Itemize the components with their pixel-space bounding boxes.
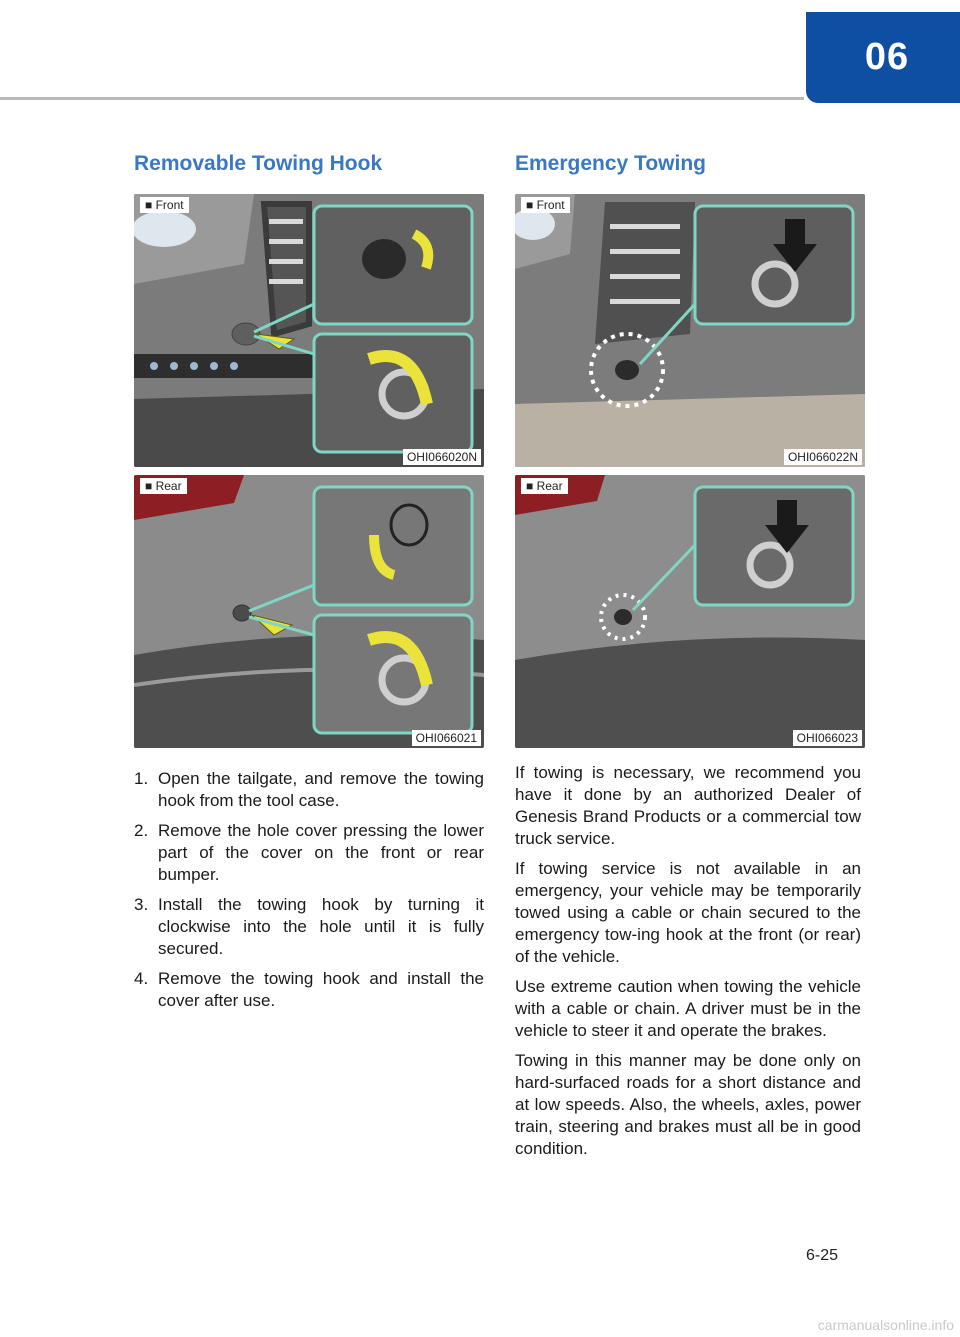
list-item: 1. Open the tailgate, and remove the towing hook from the tool case. [134,769,484,810]
car-front-towing-illustration [515,194,865,467]
chapter-tab [806,12,960,103]
list-item: 4. Remove the towing hook and install the cover after use. [134,969,484,1010]
paragraph: If towing service is not available in an emergency, your vehicle may be temporarily towed using a cable or chain secured to the emergency tow-ing hook at the front (or rear) of the vehicle. [515,859,861,966]
page-number: 6-25 [806,1247,839,1264]
paragraph: Use extreme caution when towing the vehicle with a cable or chain. A driver must be in the vehicle to steer it and operate the brakes. [515,977,861,1040]
figure-tag-front: ■ Front [521,197,570,213]
figure-tag-rear: ■ Rear [521,478,568,494]
section-title-removable-towing-hook: Removable Towing Hook [134,152,383,175]
figure-tag-rear: ■ Rear [140,478,187,494]
figure-code: OHI066023 [793,730,862,746]
figure-rear-removable-hook [134,475,484,748]
figure-front-removable-hook [134,194,484,467]
emergency-towing-text [515,762,861,1168]
car-rear-illustration [134,475,484,748]
list-item: 2. Remove the hole cover pressing the lower part of the cover on the front or rear bumper. [134,821,484,884]
figure-code: OHI066020N [403,449,481,465]
removal-steps-list [134,768,484,1020]
header-rule [0,97,804,100]
car-rear-towing-illustration [515,475,865,748]
figure-tag-front: ■ Front [140,197,189,213]
section-title-emergency-towing: Emergency Towing [515,152,706,175]
figure-code: OHI066022N [784,449,862,465]
paragraph: If towing is necessary, we recommend you have it done by an authorized Dealer of Genesis Brand Products or a commercial tow truck service. [515,763,861,848]
list-item: 3. Install the towing hook by turning it clockwise into the hole until it is fully secured. [134,895,484,958]
car-front-illustration [134,194,484,467]
paragraph: Towing in this manner may be done only on hard-surfaced roads for a short distance and at low speeds. Also, the wheels, axles, power train, steering and brakes must all be in good condition. [515,1051,861,1158]
figure-code: OHI066021 [412,730,481,746]
watermark: carmanualsonline.info [817,1317,954,1333]
figure-rear-emergency-towing [515,475,865,748]
chapter-number: 06 [864,36,910,78]
figure-front-emergency-towing [515,194,865,467]
